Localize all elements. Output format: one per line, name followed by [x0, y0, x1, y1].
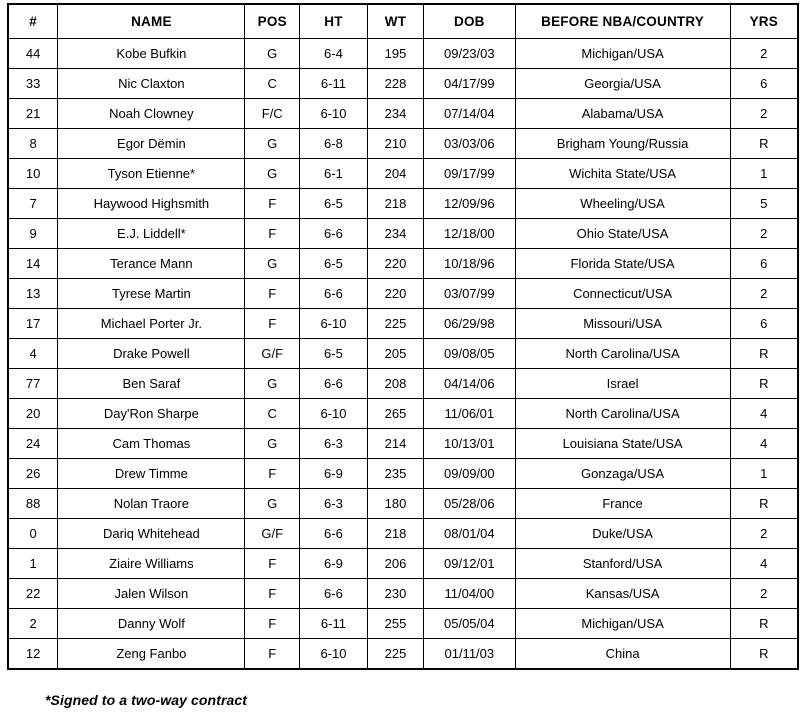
table-cell: 6	[730, 69, 798, 99]
table-cell: 1	[730, 159, 798, 189]
table-cell: 228	[367, 69, 423, 99]
table-cell: 08/01/04	[424, 519, 516, 549]
column-header: #	[8, 4, 58, 39]
table-cell: 208	[367, 369, 423, 399]
table-cell: 204	[367, 159, 423, 189]
table-cell: 03/03/06	[424, 129, 516, 159]
table-cell: 218	[367, 519, 423, 549]
table-cell: 195	[367, 39, 423, 69]
table-cell: 10/13/01	[424, 429, 516, 459]
table-cell: 220	[367, 279, 423, 309]
table-cell: F	[245, 279, 300, 309]
table-cell: 09/09/00	[424, 459, 516, 489]
table-cell: Noah Clowney	[58, 99, 245, 129]
table-cell: 09/12/01	[424, 549, 516, 579]
table-cell: Kobe Bufkin	[58, 39, 245, 69]
table-cell: F	[245, 189, 300, 219]
table-cell: 234	[367, 99, 423, 129]
table-cell: Kansas/USA	[515, 579, 730, 609]
table-cell: Jalen Wilson	[58, 579, 245, 609]
table-row	[8, 369, 798, 399]
table-cell: F	[245, 219, 300, 249]
table-cell: G	[245, 489, 300, 519]
table-cell: 6-1	[299, 159, 367, 189]
table-cell: Drew Timme	[58, 459, 245, 489]
table-cell: 09/08/05	[424, 339, 516, 369]
table-cell: Florida State/USA	[515, 249, 730, 279]
table-cell: F/C	[245, 99, 300, 129]
table-cell: Michigan/USA	[515, 609, 730, 639]
table-row	[8, 129, 798, 159]
table-cell: 2	[8, 609, 58, 639]
table-cell: 10/18/96	[424, 249, 516, 279]
table-cell: 180	[367, 489, 423, 519]
table-cell: 5	[730, 189, 798, 219]
table-cell: 6-11	[299, 609, 367, 639]
table-cell: Danny Wolf	[58, 609, 245, 639]
table-cell: 0	[8, 519, 58, 549]
table-cell: 6-5	[299, 249, 367, 279]
table-cell: Drake Powell	[58, 339, 245, 369]
table-cell: 265	[367, 399, 423, 429]
table-cell: 09/23/03	[424, 39, 516, 69]
table-cell: Dariq Whitehead	[58, 519, 245, 549]
table-cell: 6-5	[299, 339, 367, 369]
table-cell: 6-4	[299, 39, 367, 69]
table-row	[8, 279, 798, 309]
table-cell: 2	[730, 579, 798, 609]
table-cell: 8	[8, 129, 58, 159]
table-row	[8, 489, 798, 519]
table-cell: 44	[8, 39, 58, 69]
table-cell: 20	[8, 399, 58, 429]
table-cell: G	[245, 369, 300, 399]
table-cell: Michigan/USA	[515, 39, 730, 69]
table-cell: Ziaire Williams	[58, 549, 245, 579]
table-cell: 17	[8, 309, 58, 339]
table-cell: Ohio State/USA	[515, 219, 730, 249]
table-cell: 6-6	[299, 519, 367, 549]
table-cell: 01/11/03	[424, 639, 516, 670]
table-cell: R	[730, 609, 798, 639]
table-cell: 6	[730, 249, 798, 279]
table-cell: 06/29/98	[424, 309, 516, 339]
table-cell: R	[730, 639, 798, 670]
table-cell: 10	[8, 159, 58, 189]
table-cell: 4	[730, 549, 798, 579]
table-cell: Duke/USA	[515, 519, 730, 549]
table-cell: 234	[367, 219, 423, 249]
table-cell: 04/17/99	[424, 69, 516, 99]
table-cell: Tyrese Martin	[58, 279, 245, 309]
table-cell: 07/14/04	[424, 99, 516, 129]
table-cell: 13	[8, 279, 58, 309]
table-cell: 2	[730, 219, 798, 249]
table-cell: 218	[367, 189, 423, 219]
table-cell: Nolan Traore	[58, 489, 245, 519]
table-cell: 6-9	[299, 549, 367, 579]
table-cell: 2	[730, 39, 798, 69]
table-cell: 220	[367, 249, 423, 279]
table-cell: 24	[8, 429, 58, 459]
column-header: HT	[299, 4, 367, 39]
table-cell: G	[245, 129, 300, 159]
table-cell: 210	[367, 129, 423, 159]
table-cell: 04/14/06	[424, 369, 516, 399]
table-row	[8, 159, 798, 189]
table-cell: North Carolina/USA	[515, 339, 730, 369]
table-cell: Zeng Fanbo	[58, 639, 245, 670]
column-header: WT	[367, 4, 423, 39]
column-header: BEFORE NBA/COUNTRY	[515, 4, 730, 39]
table-cell: 6-5	[299, 189, 367, 219]
table-cell: 255	[367, 609, 423, 639]
table-cell: 7	[8, 189, 58, 219]
table-header	[8, 4, 798, 39]
table-cell: 14	[8, 249, 58, 279]
table-cell: 214	[367, 429, 423, 459]
table-cell: 09/17/99	[424, 159, 516, 189]
table-cell: 4	[730, 399, 798, 429]
table-cell: North Carolina/USA	[515, 399, 730, 429]
column-header: NAME	[58, 4, 245, 39]
table-cell: E.J. Liddell*	[58, 219, 245, 249]
table-cell: 21	[8, 99, 58, 129]
table-cell: 205	[367, 339, 423, 369]
table-cell: 9	[8, 219, 58, 249]
table-cell: 225	[367, 309, 423, 339]
table-cell: R	[730, 339, 798, 369]
table-cell: 77	[8, 369, 58, 399]
table-cell: 6-9	[299, 459, 367, 489]
column-header: POS	[245, 4, 300, 39]
table-cell: F	[245, 639, 300, 670]
table-row	[8, 549, 798, 579]
table-cell: 1	[8, 549, 58, 579]
table-cell: R	[730, 129, 798, 159]
table-cell: 6-8	[299, 129, 367, 159]
table-cell: Connecticut/USA	[515, 279, 730, 309]
roster-table	[7, 3, 799, 670]
table-cell: G/F	[245, 339, 300, 369]
table-cell: 235	[367, 459, 423, 489]
table-cell: F	[245, 579, 300, 609]
table-cell: G	[245, 429, 300, 459]
table-cell: R	[730, 489, 798, 519]
table-cell: F	[245, 459, 300, 489]
table-cell: Terance Mann	[58, 249, 245, 279]
table-cell: 2	[730, 99, 798, 129]
table-cell: China	[515, 639, 730, 670]
table-row	[8, 519, 798, 549]
table-body	[8, 39, 798, 670]
table-cell: 4	[8, 339, 58, 369]
table-row	[8, 639, 798, 670]
table-cell: Wichita State/USA	[515, 159, 730, 189]
table-cell: 6-6	[299, 279, 367, 309]
table-cell: Georgia/USA	[515, 69, 730, 99]
table-cell: G/F	[245, 519, 300, 549]
table-cell: 206	[367, 549, 423, 579]
table-cell: Ben Saraf	[58, 369, 245, 399]
table-cell: 11/06/01	[424, 399, 516, 429]
table-cell: G	[245, 249, 300, 279]
table-cell: R	[730, 369, 798, 399]
table-cell: Haywood Highsmith	[58, 189, 245, 219]
two-way-contract-footnote: *Signed to a two-way contract	[45, 692, 248, 708]
table-cell: 6	[730, 309, 798, 339]
table-cell: Louisiana State/USA	[515, 429, 730, 459]
table-row	[8, 459, 798, 489]
table-cell: C	[245, 69, 300, 99]
table-row	[8, 429, 798, 459]
header-row	[8, 4, 798, 39]
table-row	[8, 39, 798, 69]
table-cell: 230	[367, 579, 423, 609]
table-cell: Missouri/USA	[515, 309, 730, 339]
table-cell: Israel	[515, 369, 730, 399]
table-cell: 6-6	[299, 369, 367, 399]
table-cell: Stanford/USA	[515, 549, 730, 579]
table-cell: G	[245, 39, 300, 69]
table-cell: 33	[8, 69, 58, 99]
table-row	[8, 69, 798, 99]
table-row	[8, 309, 798, 339]
table-cell: Egor Dëmin	[58, 129, 245, 159]
table-cell: Gonzaga/USA	[515, 459, 730, 489]
table-cell: 26	[8, 459, 58, 489]
table-cell: 05/28/06	[424, 489, 516, 519]
table-cell: 12/09/96	[424, 189, 516, 219]
table-cell: Alabama/USA	[515, 99, 730, 129]
table-cell: 6-3	[299, 489, 367, 519]
column-header: YRS	[730, 4, 798, 39]
table-row	[8, 579, 798, 609]
table-row	[8, 339, 798, 369]
table-cell: 2	[730, 519, 798, 549]
table-cell: 12/18/00	[424, 219, 516, 249]
table-cell: 6-11	[299, 69, 367, 99]
table-cell: Tyson Etienne*	[58, 159, 245, 189]
table-cell: 2	[730, 279, 798, 309]
table-cell: 05/05/04	[424, 609, 516, 639]
table-cell: Brigham Young/Russia	[515, 129, 730, 159]
table-cell: F	[245, 549, 300, 579]
table-cell: 88	[8, 489, 58, 519]
table-row	[8, 189, 798, 219]
table-cell: 1	[730, 459, 798, 489]
table-cell: G	[245, 159, 300, 189]
table-cell: 22	[8, 579, 58, 609]
table-cell: Cam Thomas	[58, 429, 245, 459]
table-row	[8, 219, 798, 249]
table-cell: Michael Porter Jr.	[58, 309, 245, 339]
table-cell: 03/07/99	[424, 279, 516, 309]
table-cell: C	[245, 399, 300, 429]
table-cell: 225	[367, 639, 423, 670]
table-cell: 6-6	[299, 579, 367, 609]
table-cell: F	[245, 609, 300, 639]
column-header: DOB	[424, 4, 516, 39]
table-cell: 6-10	[299, 399, 367, 429]
table-cell: 11/04/00	[424, 579, 516, 609]
table-cell: 6-10	[299, 309, 367, 339]
table-cell: 4	[730, 429, 798, 459]
table-cell: Day'Ron Sharpe	[58, 399, 245, 429]
table-cell: France	[515, 489, 730, 519]
table-cell: 6-10	[299, 639, 367, 670]
table-cell: 6-3	[299, 429, 367, 459]
table-cell: Wheeling/USA	[515, 189, 730, 219]
table-cell: 6-6	[299, 219, 367, 249]
table-row	[8, 99, 798, 129]
table-cell: Nic Claxton	[58, 69, 245, 99]
table-row	[8, 399, 798, 429]
table-row	[8, 609, 798, 639]
table-row	[8, 249, 798, 279]
table-cell: 6-10	[299, 99, 367, 129]
table-cell: 12	[8, 639, 58, 670]
table-cell: F	[245, 309, 300, 339]
